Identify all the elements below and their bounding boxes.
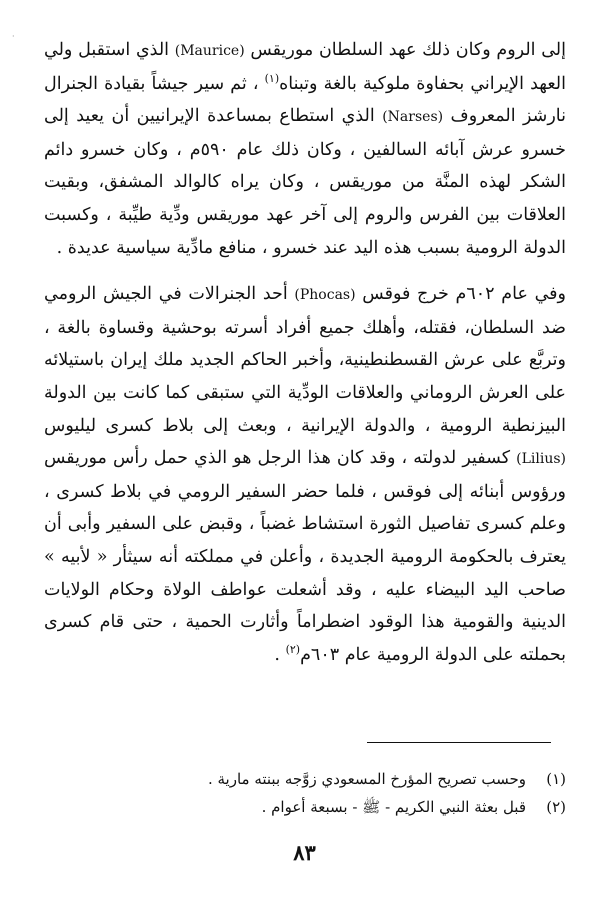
text-run: . [274, 644, 286, 665]
text-run: أحد الجنرالات في الجيش الرومي ضد السلطان، فقتله، وأهلك جميع أفراد أسرته بوحشية وقساوة بالغة ، وتربَّع على عرش القسطنطينية، وأخبر الحاكم الجديد ملك إيران باستيلائه على العرش الروماني والعلاقات الودِّية التي ستبقى كما كانت بين الدولة البيزنطية الرومية ، والدولة الإيرانية ، وبعث إلى بلاط كسرى ليليوس [44, 284, 566, 436]
paragraph-2 [44, 278, 566, 671]
page-number: ٨٣ [293, 840, 316, 865]
footnote-ref: (٢) [285, 642, 301, 656]
footnote-number: (١) [546, 770, 566, 788]
footnote-text: وحسب تصريح المؤرخ المسعودي زوَّجه ببنته مارية . [207, 770, 526, 788]
text-run: إلى الروم وكان ذلك عهد السلطان موريقس [244, 40, 567, 60]
text-run: كسفير لدولته ، وقد كان هذا الرجل هو الذي حمل رأس موريقس ورؤوس أبنائه إلى فوقس ، فلما حضر السفير الرومي في بلاط كسرى ، وعلم كسرى تفاصيل الثورة استشاط غضباً ، وقبض على السفير وأبى أن يعترف بالحكومة الرومية الجديدة ، وأعلن في مملكته أنه سيثأر « لأبيه » صاحب اليد البيضاء عليه ، وقد أشعلت عواطف الولاة وحكام الولايات الدينية والقومية هذا الوقود اضطراماً وأثارت الحمية ، حتى قام كسرى بحملته على الدولة الرومية عام ٦٠٣م [44, 448, 566, 665]
paragraph-1 [44, 34, 566, 264]
footnotes [44, 765, 566, 821]
footnote-2 [44, 793, 566, 821]
footnote-ref: (١) [264, 71, 280, 85]
main-text [44, 34, 566, 671]
footnote-1 [44, 765, 566, 793]
latin-name: (Phocas) [294, 287, 356, 304]
footnote-separator [367, 742, 551, 743]
footnote-number: (٢) [546, 798, 566, 816]
text-run: الذي استقبل ولي العهد الإيراني بحفاوة ملوكية بالغة وتبناه [44, 40, 566, 94]
latin-name: (Lilius) [516, 451, 566, 468]
text-run: وفي عام ٦٠٢م خرج فوقس [355, 284, 566, 305]
latin-name: (Maurice) [174, 43, 245, 59]
footnote-text: قبل بعثة النبي الكريم - ﷺ - بسبعة أعوام . [261, 798, 526, 816]
text-run: ، ثم سير جيشاً بقيادة الجنرال نارشز المعروف [44, 73, 566, 127]
text-run: الذي استطاع بمساعدة الإيرانيين أن يعيد إلى خسرو عرش آبائه السالفين ، وكان ذلك عام ٥٩٠م ، وكان خسرو دائم الشكر لهذه المنَّة من موريقس ، وكان يراه كالوالد المشفق، وبقيت العلاقات بين الفرس والروم إلى آخر عهد موريقس ودِّية طيِّبة ، وكسبت الدولة الرومية بسبب هذه اليد عند خسرو ، منافع مادِّية سياسية عديدة . [44, 106, 566, 258]
latin-name: (Narses) [382, 109, 444, 126]
scan-speck: · [12, 32, 15, 41]
